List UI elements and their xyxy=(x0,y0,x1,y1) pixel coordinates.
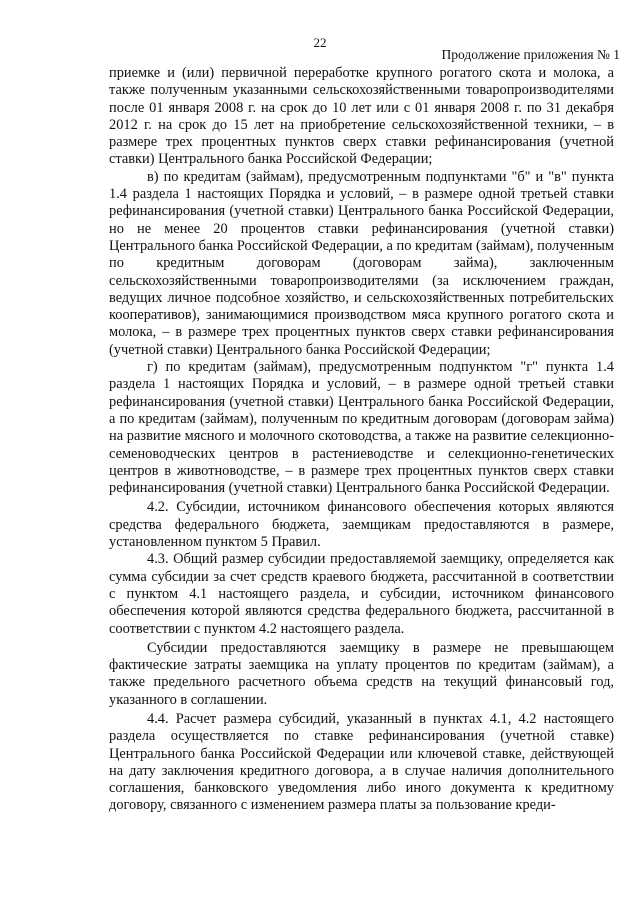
paragraph-subitem-v: в) по кредитам (займам), предусмотренным подпунктами "б" и "в" пункта 1.4 раздела 1 настоящих Порядка и условий, – в размере одной третьей ставки рефинансирования (учетной ставки) Центрального банка Российской Федерации, но не менее 20 процентов ставки рефинансирования (учетной ставки) Центрального банка Российской Федерации, а по кредитам (займам), полученным по кредитным договорам (договорам займа), заключенным сельскохозяйственными товаропроизводителями (за исключением граждан, ведущих личное подсобное хозяйство, и сельскохозяйственных потребительских кооперативов), занимающимися производством мяса крупного рогатого скота и молока, – в размере трех процентных пунктов сверх ставки рефинансирования (учетной ставки) Центрального банка Российской Федерации; xyxy=(109,168,614,358)
paragraph-4-2: 4.2. Субсидии, источником финансового обеспечения которых являются средства федерального бюджета, заемщикам предоставляются в размере, установленном пунктом 5 Правил. xyxy=(109,499,614,551)
paragraph-4-3: 4.3. Общий размер субсидии предоставляемой заемщику, определяется как сумма субсидии за счет средств краевого бюджета, рассчитанной в соответствии с пунктом 4.1 настоящего раздела, и субсидии, источником финансового обеспечения которой являются средства федерального бюджета, рассчитанной в соответствии с пунктом 4.2 настоящего раздела. xyxy=(109,551,614,637)
running-head: Продолжение приложения № 1 xyxy=(441,47,620,62)
paragraph-subsidy-limit: Субсидии предоставляются заемщику в размере не превышающем фактические затраты заемщика на уплату процентов по кредитам (займам), а также предельного расчетного объема средств на текущий финансовый год, указанного в соглашении. xyxy=(109,639,614,708)
paragraph-continuation: приемке и (или) первичной переработке крупного рогатого скота и молока, а также полученным указанными сельскохозяйственными товаропроизводителями после 01 января 2008 г. на срок до 10 лет или с 01 января 2008 г. по 31 декабря 2012 г. на срок до 15 лет на приобретение сельскохозяйственной техники, – в размере трех процентных пунктов сверх ставки рефинансирования (учетной ставки) Центрального банка Российской Федерации; xyxy=(109,65,614,168)
page-number: 22 xyxy=(313,35,327,50)
paragraph-subitem-g: г) по кредитам (займам), предусмотренным подпунктом "г" пункта 1.4 раздела 1 настоящих Порядка и условий, – в размере одной третьей ставки рефинансирования (учетной ставки) Центрального банка Российской Федерации, а по кредитам (займам), полученным по кредитным договорам (договорам займа) на развитие мясного и молочного скотоводства, а также на развитие селекционно-семеноводческих центров в растениеводстве и селекционно-генетических центров в животноводстве, – в размере трех процентных пунктов сверх ставки рефинансирования (учетной ставки) Центрального банка Российской Федерации. xyxy=(109,359,614,497)
paragraph-4-4: 4.4. Расчет размера субсидий, указанный в пунктах 4.1, 4.2 настоящего раздела осуществляется по ставке рефинансирования (учетной ставке) Центрального банка Российской Федерации или ключевой ставке, действующей на дату заключения кредитного договора, а в случае наличия дополнительного соглашения, банковского уведомления либо иного документа к кредитному договору, связанного с изменением размера платы за пользование креди- xyxy=(109,710,614,814)
body-text xyxy=(109,65,614,815)
